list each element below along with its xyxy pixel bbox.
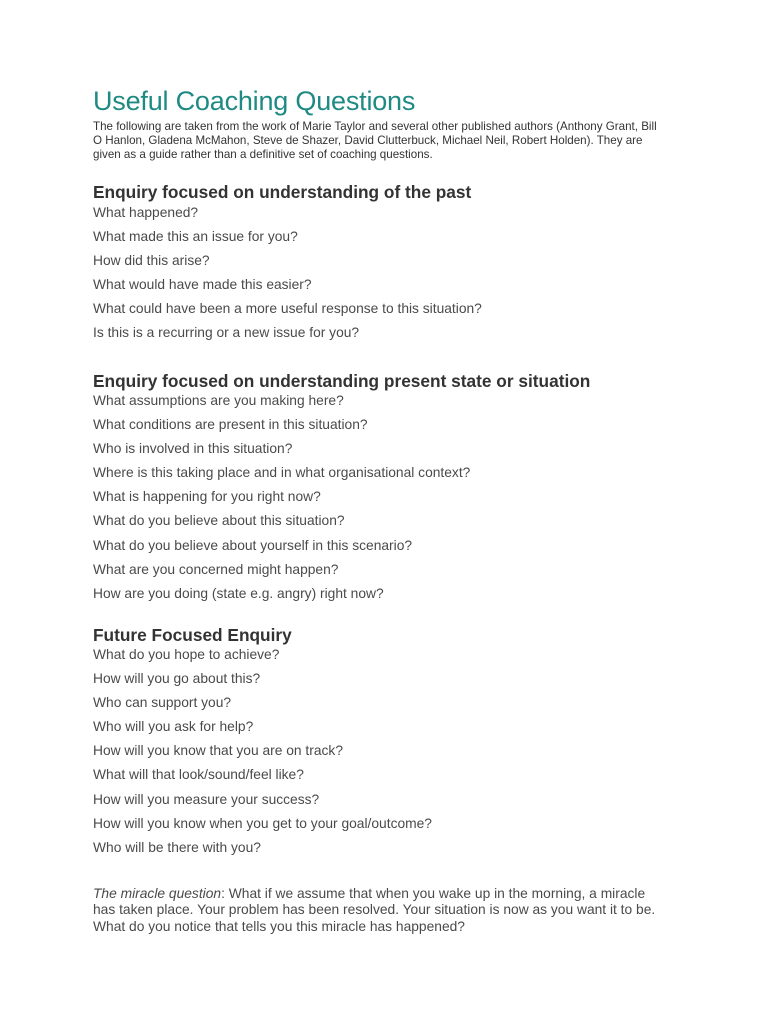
question-item: How will you know that you are on track? [93, 743, 343, 759]
question-item: What do you believe about this situation? [93, 513, 345, 529]
question-item: Who can support you? [93, 695, 232, 711]
question-item: What do you believe about yourself in this scenario? [93, 537, 413, 553]
miracle-question-paragraph [93, 886, 668, 935]
intro-paragraph: The following are taken from the work of Marie Taylor and several other published authors (Anthony Grant, Bill O Hanlon, Gladena McMahon, Steve de Shazer, David Clutterbuck, Michael Neil, Robert Holden). They are given as a guide rather than a definitive set of coaching questions. [93, 120, 657, 162]
question-item: How will you measure your success? [93, 791, 320, 807]
question-item: What would have made this easier? [93, 277, 312, 293]
section-heading: Future Focused Enquiry [93, 625, 292, 645]
page-title: Useful Coaching Questions [93, 86, 416, 116]
question-item: What made this an issue for you? [93, 229, 298, 245]
question-item: Who is involved in this situation? [93, 441, 293, 457]
question-item: Who will you ask for help? [93, 719, 254, 735]
question-item: How are you doing (state e.g. angry) right now? [93, 585, 384, 601]
question-item: How will you know when you get to your goal/outcome? [93, 815, 432, 831]
question-item: How will you go about this? [93, 671, 261, 687]
section-future [93, 624, 673, 860]
question-item: What will that look/sound/feel like? [93, 767, 304, 783]
question-item: What happened? [93, 205, 199, 220]
section-heading: Enquiry focused on understanding present state or situation [93, 371, 591, 391]
miracle-question-text: : What if we assume that when you wake up in the morning, a miracle has taken place. Your problem has been resolved. Your situation is now as you want it to be. What do you notice that tells you this miracle has happened? [93, 886, 656, 934]
question-item: What are you concerned might happen? [93, 561, 339, 577]
section-present [93, 370, 673, 606]
section-heading: Enquiry focused on understanding of the past [93, 182, 472, 202]
question-list [93, 389, 673, 606]
question-item: What conditions are present in this situation? [93, 417, 368, 433]
question-item: What assumptions are you making here? [93, 393, 344, 408]
section-past [93, 181, 673, 346]
question-list [93, 643, 673, 860]
question-item: Is this is a recurring or a new issue for you? [93, 325, 360, 341]
question-item: What could have been a more useful response to this situation? [93, 301, 482, 317]
question-item: Where is this taking place and in what organisational context? [93, 465, 471, 481]
question-item: How did this arise? [93, 253, 210, 269]
miracle-question-label: The miracle question [93, 886, 222, 901]
question-item: What do you hope to achieve? [93, 647, 280, 662]
question-item: What is happening for you right now? [93, 489, 321, 505]
question-item: Who will be there with you? [93, 839, 261, 855]
question-list [93, 201, 673, 346]
